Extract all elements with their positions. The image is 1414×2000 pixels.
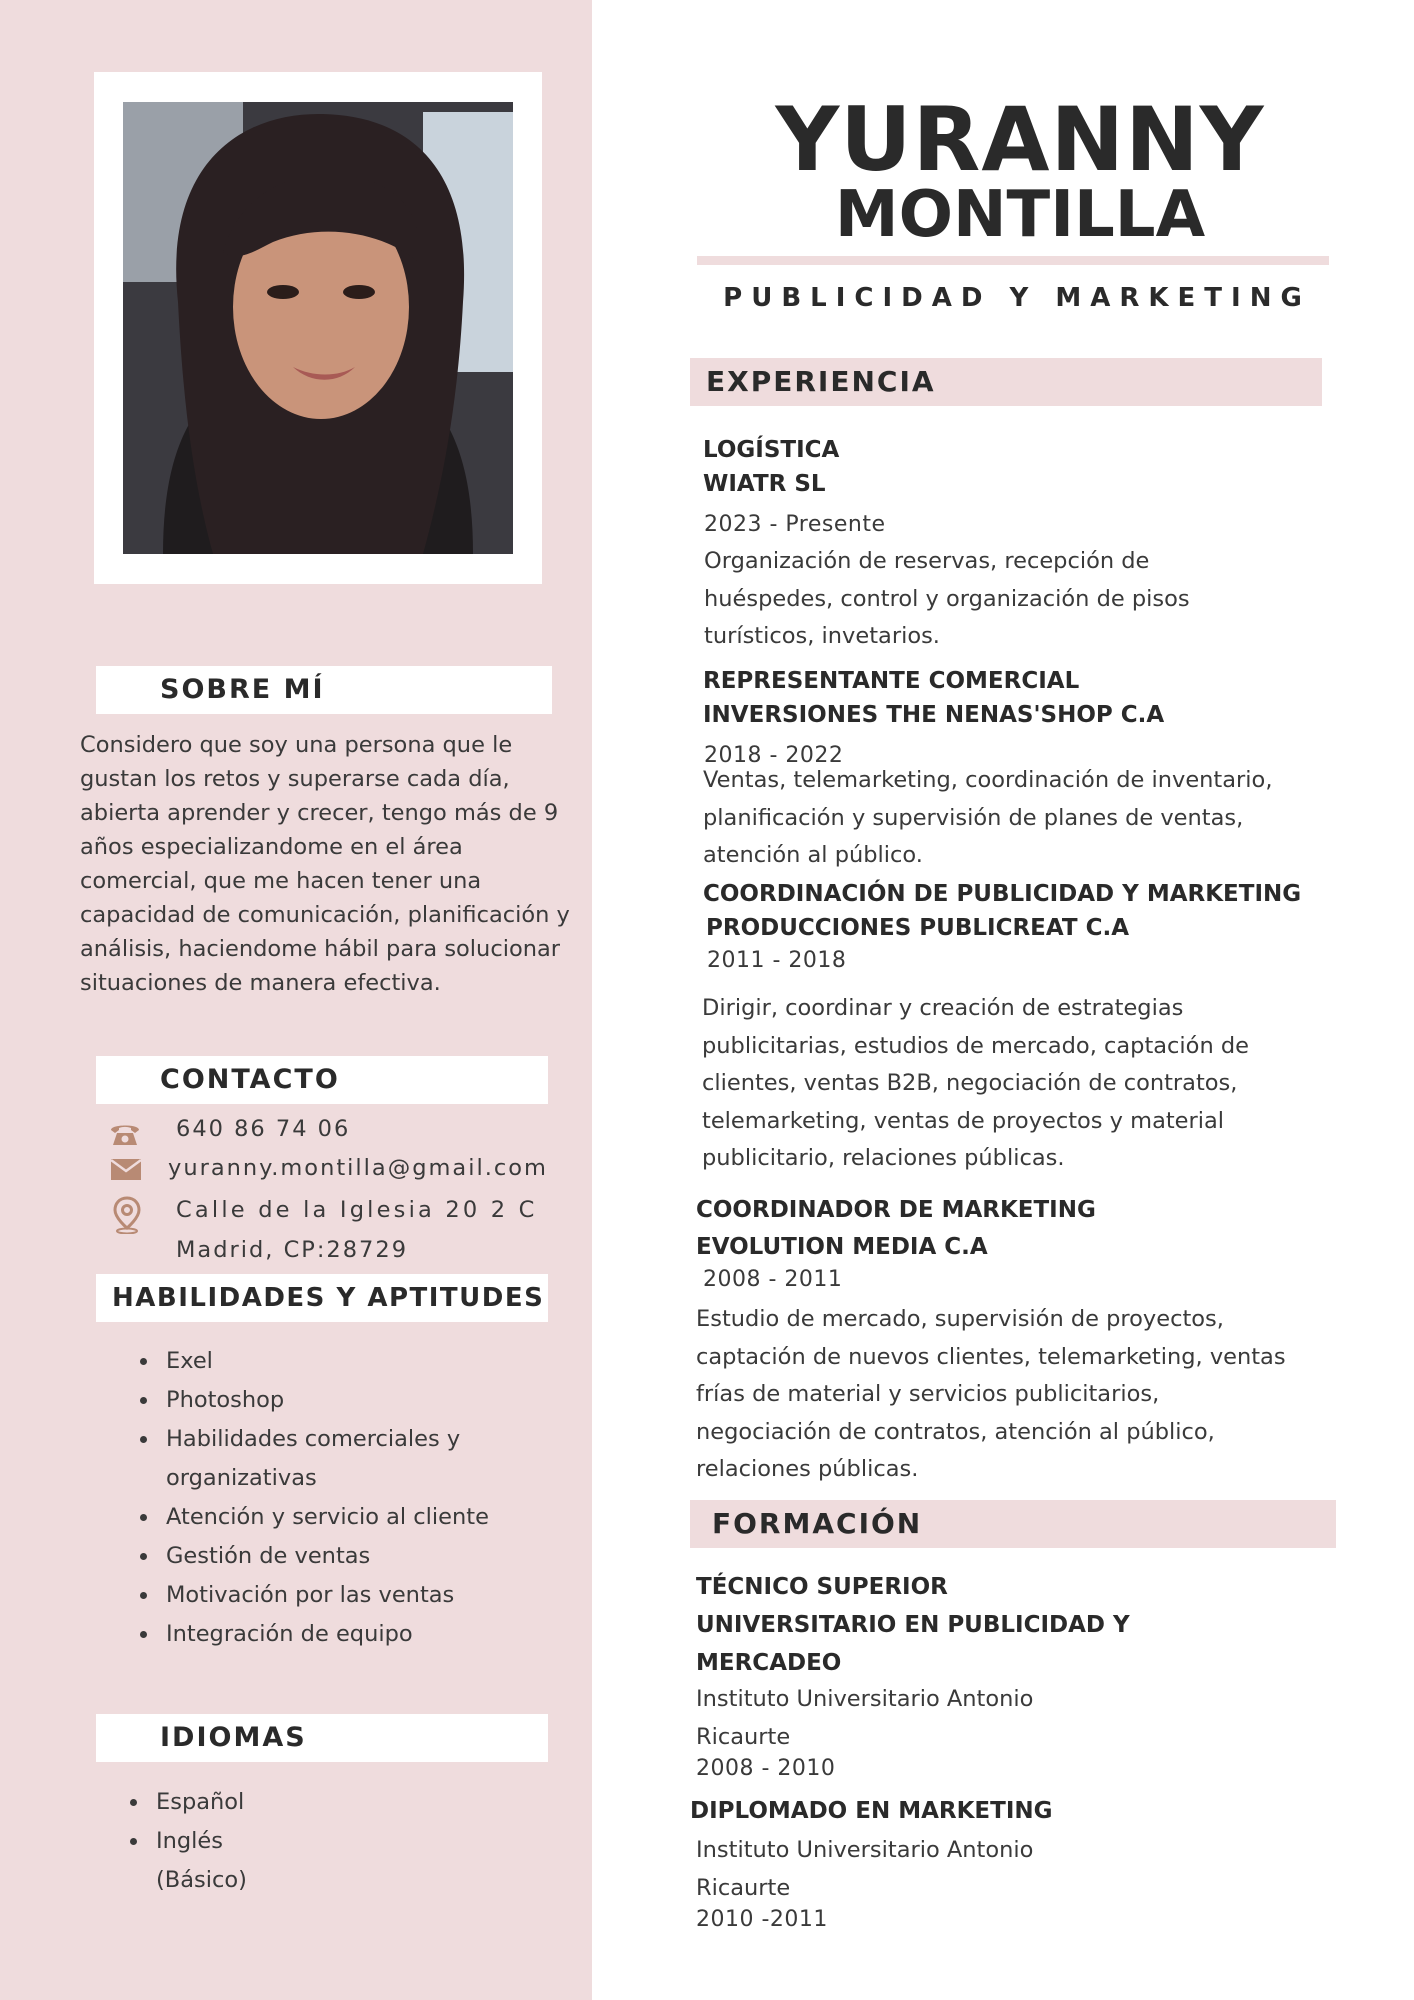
job-description: Dirigir, coordinar y creación de estrategias publicitarias, estudios de mercado, captación de clientes, ventas B2B, negociación de contratos, telemarketing, ventas de proyectos y material publicitario, relaciones públicas. [702, 995, 1249, 1171]
job-company: EVOLUTION MEDIA C.A [696, 1234, 988, 1260]
address-line-1: Calle de la Iglesia 20 2 C [176, 1197, 538, 1223]
job-company: INVERSIONES THE NENAS'SHOP C.A [703, 702, 1165, 728]
education-degree: TÉCNICO SUPERIOR UNIVERSITARIO EN PUBLICIDAD Y MERCADEO [696, 1574, 1130, 1676]
skill-item: • Habilidades comerciales y organizativas [160, 1420, 560, 1498]
education-institution: Instituto Universitario Antonio Ricaurte [696, 1837, 1034, 1901]
first-name: YURANNY [775, 88, 1265, 191]
job-role: LOGÍSTICA [703, 437, 840, 463]
job-dates: 2008 - 2011 [703, 1267, 843, 1292]
languages-heading: IDIOMAS [96, 1714, 548, 1762]
language-item: • Inglés (Básico) [150, 1822, 290, 1900]
skill-item: • Atención y servicio al cliente [160, 1498, 560, 1537]
job-company: PRODUCCIONES PUBLICREAT C.A [706, 915, 1129, 941]
education-heading: FORMACIÓN [690, 1500, 1336, 1548]
skill-item: • Photoshop [160, 1381, 560, 1420]
last-name: MONTILLA [834, 178, 1206, 252]
email-link[interactable]: yuranny.montilla@gmail.com [168, 1155, 548, 1181]
contact-heading: CONTACTO [96, 1056, 548, 1104]
skill-item: • Exel [160, 1342, 560, 1381]
education-dates: 2008 - 2010 [696, 1756, 836, 1781]
phone-icon [108, 1118, 142, 1157]
job-dates: 2023 - Presente [704, 512, 886, 537]
language-item: • Español [150, 1783, 290, 1822]
education-degree: DIPLOMADO EN MARKETING [690, 1798, 1053, 1824]
profile-photo [123, 102, 513, 554]
mail-icon [110, 1157, 142, 1188]
job-role: COORDINACIÓN DE PUBLICIDAD Y MARKETING [703, 881, 1302, 907]
about-heading: SOBRE MÍ [96, 666, 552, 714]
skills-list [130, 1342, 560, 1654]
skill-item: • Integración de equipo [160, 1615, 560, 1654]
education-dates: 2010 -2011 [696, 1907, 828, 1932]
job-dates: 2011 - 2018 [707, 948, 847, 973]
job-role: COORDINADOR DE MARKETING [696, 1197, 1096, 1223]
job-description: Ventas, telemarketing, coordinación de inventario, planificación y supervisión de planes de ventas, atención al público. [703, 767, 1273, 868]
job-description: Estudio de mercado, supervisión de proyectos, captación de nuevos clientes, telemarketing, ventas frías de material y servicios publicitarios, negociación de contratos, atención al público, relaciones públicas. [696, 1306, 1286, 1482]
job-role: REPRESENTANTE COMERCIAL [703, 668, 1080, 694]
skill-item: • Gestión de ventas [160, 1537, 560, 1576]
name-divider [697, 256, 1329, 265]
phone-number[interactable]: 640 86 74 06 [176, 1116, 351, 1142]
professional-title: PUBLICIDAD Y MARKETING [723, 283, 1311, 313]
experience-heading: EXPERIENCIA [690, 358, 1322, 406]
address-line-2: Madrid, CP:28729 [176, 1237, 409, 1263]
location-pin-icon [112, 1196, 142, 1239]
skills-heading: HABILIDADES Y APTITUDES [96, 1274, 548, 1322]
job-dates: 2018 - 2022 [704, 743, 844, 768]
job-company: WIATR SL [703, 471, 826, 497]
education-institution: Instituto Universitario Antonio Ricaurte [696, 1686, 1034, 1750]
languages-list [120, 1783, 290, 1900]
job-description: Organización de reservas, recepción de huéspedes, control y organización de pisos turísticos, invetarios. [704, 548, 1190, 649]
about-text: Considero que soy una persona que le gustan los retos y superarse cada día, abierta aprender y crecer, tengo más de 9 años especializandome en el área comercial, que me hacen tener una capacidad de comunicación, planificación y análisis, haciendome hábil para solucionar situaciones de manera efectiva. [80, 732, 570, 996]
skill-item: • Motivación por las ventas [160, 1576, 560, 1615]
